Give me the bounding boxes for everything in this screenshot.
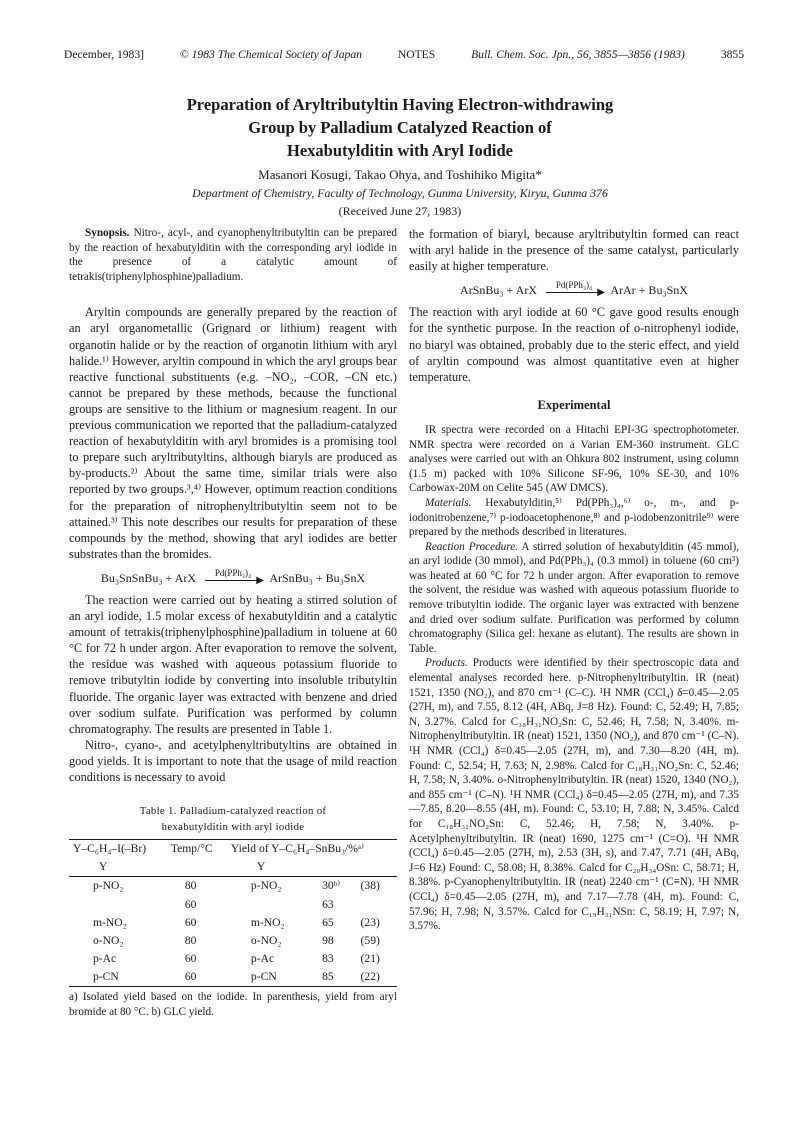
table-cell: p-CN [250,969,277,983]
table-cell: 85 [322,969,334,983]
table-row [69,968,397,987]
received-date: (Received June 27, 1983) [338,204,462,218]
table-row [69,877,397,896]
article-title [120,93,680,162]
equation-1 [69,567,397,586]
reaction-arrow-icon: Pd(PPh₃)₄ ▶ [205,578,261,581]
title-line: Preparation of Aryltributyltin Having Electron-withdrawing [186,95,614,114]
table-cell: o-NO₂ [93,933,124,947]
table-cell [357,896,397,914]
table-caption: Table 1. Palladium-catalyzed reaction of hexabutylditin with aryl iodide [139,805,327,834]
table-cell: p-NO₂ [250,879,282,893]
table-cell: m-NO₂ [250,915,285,929]
table-cell: 80 [184,933,197,947]
body-paragraph: The reaction with aryl iodide at 60 °C gave good results enough for the synthetic purpose. In the reaction of o-nitrophenyl iodide, no biaryl was obtained, probably due to the steric effect, and yield of aryltin compound was almost quantitative even at higher temperature. [409,305,739,384]
table-cell: 30ᵇ⁾ [322,879,341,893]
table-cell: p-Ac [93,951,117,965]
header-page-number: 3855 [720,48,744,61]
equation-reactants: Bu₃SnSnBu₃ + ArX [100,570,196,585]
table-header: Yield of Y–C₆H₄–SnBu₃/%ᵃ⁾ [230,842,364,856]
synopsis [69,226,397,284]
synopsis-label: Synopsis. [85,227,130,239]
catalyst-label: Pd(PPh₃)₄ [555,280,593,291]
table-cell [227,896,318,914]
table-cell: p-Ac [250,951,275,965]
table-subheader: Y [256,860,266,874]
materials-paragraph: Materials. Hexabutylditin,⁵⁾ Pd(PPh₃)₄,⁶⁾ o-, m-, and p-iodonitrobenzene,⁷⁾ p-iodoacetophenone,⁸⁾ and p-iodobenzonitrile⁹⁾ were prepared by the methods described in literatures. [409,496,740,539]
table-cell: (22) [360,969,380,983]
table-cell: 63 [322,897,334,911]
procedure-paragraph: Reaction Procedure. A stirred solution of hexabutylditin (45 mmol), an aryl iodide (30 mmol), and Pd(PPh₃)₄ (0.3 mmol) in toluene (60 cm³) was heated at 60 °C for 72 h under argon. After evaporation to remove the solvent, the residue was washed with aqueous potassium fluoride to remove tributyltin iodide. The organic layer was extracted with benzene and dried over sodium sulfate. Purification was performed by column chromatography (Silica gel: hexane as elutant). The results are shown in Table. [409,540,739,655]
table-cell: 60 [184,951,197,965]
header-copyright: © 1983 The Chemical Society of Japan [179,48,362,61]
table-cell: 60 [184,897,197,911]
table-cell: p-CN [93,969,119,983]
table-cell: 60 [184,915,197,929]
left-column [69,226,397,1019]
table-header: Temp/°C [170,842,213,856]
equation-products: ArSnBu₃ + Bu₃SnX [269,570,366,585]
experimental-paragraph: IR spectra were recorded on a Hitachi EPI-3G spectrophotometer. NMR spectra were recorded on a Varian EM-360 instrument. GLC analyses were carried out with an Ohkura 802 instrument, using column (1.5 m) packed with 10% Silicone SF-96, 10% SE-30, and 10% Carbowax-20M on Celite 545 (AW DMCS). [409,423,739,495]
table-header: Y–C₆H₄–I(–Br) [73,842,147,856]
header-journal: Bull. Chem. Soc. Jpn., 56, 3855—3856 (1983) [471,48,685,61]
table-cell: (38) [360,879,380,893]
table-cell [69,896,167,914]
table-cell: p-NO₂ [93,879,124,893]
table-cell: 98 [322,933,334,947]
table-row [69,914,397,932]
table-cell: 60 [184,969,197,983]
table-cell: 83 [322,951,334,965]
title-line: Hexabutylditin with Aryl Iodide [287,141,513,160]
body-paragraph: the formation of biaryl, because aryltributyltin formed can react with aryl halide in the presence of the same catalyst, particularly easily at higher temperature. [409,227,739,274]
procedure-label: Reaction Procedure. [425,540,518,553]
results-table [69,839,397,987]
section-heading: Experimental [537,397,611,412]
table-row [69,950,397,968]
body-paragraph: The reaction were carried out by heating a stirred solution of an aryl iodide, 1.5 molar excess of hexabutylditin and a catalytic amount of tetrakis(triphenylphosphine)palladium in toluene at 60 °C for 72 h under argon. After evaporation to remove the solvent, the residue was washed with aqueous potassium fluoride to remove tributyltin iodide by converting into insoluble tributyltin fluoride. The organic layer was extracted with benzene and dried over sodium sulfate. Purification was performed by column chromatography. The results are presented in Table 1. [69,592,397,736]
materials-label: Materials. [425,496,472,509]
table-cell: o-NO₂ [250,933,282,947]
running-header [64,48,744,61]
table-cell: (21) [360,951,380,965]
table-cell: (59) [360,933,380,947]
catalyst-label: Pd(PPh₃)₄ [214,567,252,578]
synopsis-text: Nitro-, acyl-, and cyanophenyltributyltin can be prepared by the reaction of hexabutylditin with the corresponding aryl iodide in the presence of a catalytic amount of tetrakis(triphenylphosphine)palladium. [69,227,397,283]
equation-2 [409,282,739,298]
right-column [409,226,739,934]
table-row [69,932,397,950]
affiliation: Department of Chemistry, Faculty of Technology, Gunma University, Kiryu, Gunma 376 [192,186,608,200]
table-cell: 65 [322,915,334,929]
authors: Masanori Kosugi, Takao Ohya, and Toshihiko Migita* [258,167,542,182]
body-paragraph: Nitro-, cyano-, and acetylphenyltributyltins are obtained in good yields. It is important to note that the usage of mild reaction conditions is necessary to avoid [69,737,397,784]
table-cell: 80 [184,879,197,893]
table-row [69,896,397,914]
reaction-arrow-icon: Pd(PPh₃)₄ ▶ [546,290,602,293]
intro-paragraph: Aryltin compounds are generally prepared by the reaction of an aryl organometallic (Grignard or lithium) reagent with organotin halide or by the reaction of organotin lithium with aryl halide.¹⁾ However, aryltin compound in which the aryl groups bear reactive functional substituents (e.g. –NO₂, –COR, –CN etc.) cannot be prepared by these methods, because the functional groups are sensitive to the lithium or magnesium reagent. In our previous communication we reported that the palladium-catalyzed reaction of hexabutylditin with aryl bromides is a promising tool to prepare such aryltributyltins, although biaryls are produced as by-products.²⁾ About the same time, similar trials were also reported by two groups.³,⁴⁾ However, optimum reaction conditions for the preparation of nitrophenyltributyltin seem not to be attained.³⁾ This note describes our results for preparation of these compounds by the method, showing that aryl iodides are better substrates than the bromides. [69,305,397,561]
products-label: Products. [425,657,468,670]
table-footnote: a) Isolated yield based on the iodide. In parenthesis, yield from aryl bromide at 80 °C. b) GLC yield. [69,991,397,1018]
equation-reactants: ArSnBu₃ + ArX [460,283,537,298]
header-date: December, 1983] [64,48,145,61]
table-cell: (23) [360,915,380,929]
table-cell: m-NO₂ [93,915,127,929]
table-subheader: Y [99,860,108,874]
header-section: NOTES [397,48,436,61]
equation-products: ArAr + Bu₃SnX [610,283,688,298]
products-paragraph: Products. Products were identified by their spectroscopic data and elemental analyses recorded here. p-Nitrophenyltributyltin. IR (neat) 1521, 1350 (NO₂), and 870 cm⁻¹ (C–C). ¹H NMR (CCl₄) δ=0.45—2.05 (27H, m), and 7.55, 8.12 (4H, ABq, J=8 Hz). Found: C, 52.49; H, 7.85; N, 3.27%. Calcd for C₁₈H₃₁NO₂Sn: C, 52.46; H, 7.58; N, 3.40%. m-Nitrophenyltributyltin. IR (neat) 1521, 1350 (NO₂), and 870 cm⁻¹ (C–N). ¹H NMR (CCl₄) δ=0.45—2.05 (27H, m), and 7.30—8.20 (4H, m). Found: C, 52.54; H, 7.63; N, 2.98%. Calcd for C₁₈H₃₁NO₂Sn: C, 52.46; H, 7.58; N, 3.40%. o-Nitrophenyltributyltin. IR (neat) 1520, 1340 (NO₂), and 855 cm⁻¹ (C–N). ¹H NMR (CCl₄) δ=0.45—2.05 (27H, m), and 7.35—7.85, 8.20—8.55 (4H, m). Found: C, 53.10; H, 7.88; N, 3.45%. Calcd for C₁₈H₃₁NO₂Sn: C, 52.46; H, 7.58; N, 3.40%. p-Acetylphenyltributyltin. IR (neat) 1690, 1275 cm⁻¹ (C=O). ¹H NMR (CCl₄) δ=0.45—2.05 (27H, m), 2.53 (3H, s), and 7.47, 7.71 (4H, ABq, J=6 Hz) Found: C, 58.08; H, 8.38%. Calcd for C₂₀H₃₄OSn: C, 58.71; H, 8.38%. p-Cyanophenyltributyltin. IR (neat) 2240 cm⁻¹ (C≡N). ¹H NMR (CCl₄) δ=0.45—2.05 (27H, m), and 7.17—7.78 (4H, m). Found: C, 57.96; H, 7.98; N, 3.57%. Calcd for C₁₉H₃₁NSn: C, 58.19; H, 7.97; N, 3.57%. [409,657,740,933]
title-line: Group by Palladium Catalyzed Reaction of [248,118,552,137]
